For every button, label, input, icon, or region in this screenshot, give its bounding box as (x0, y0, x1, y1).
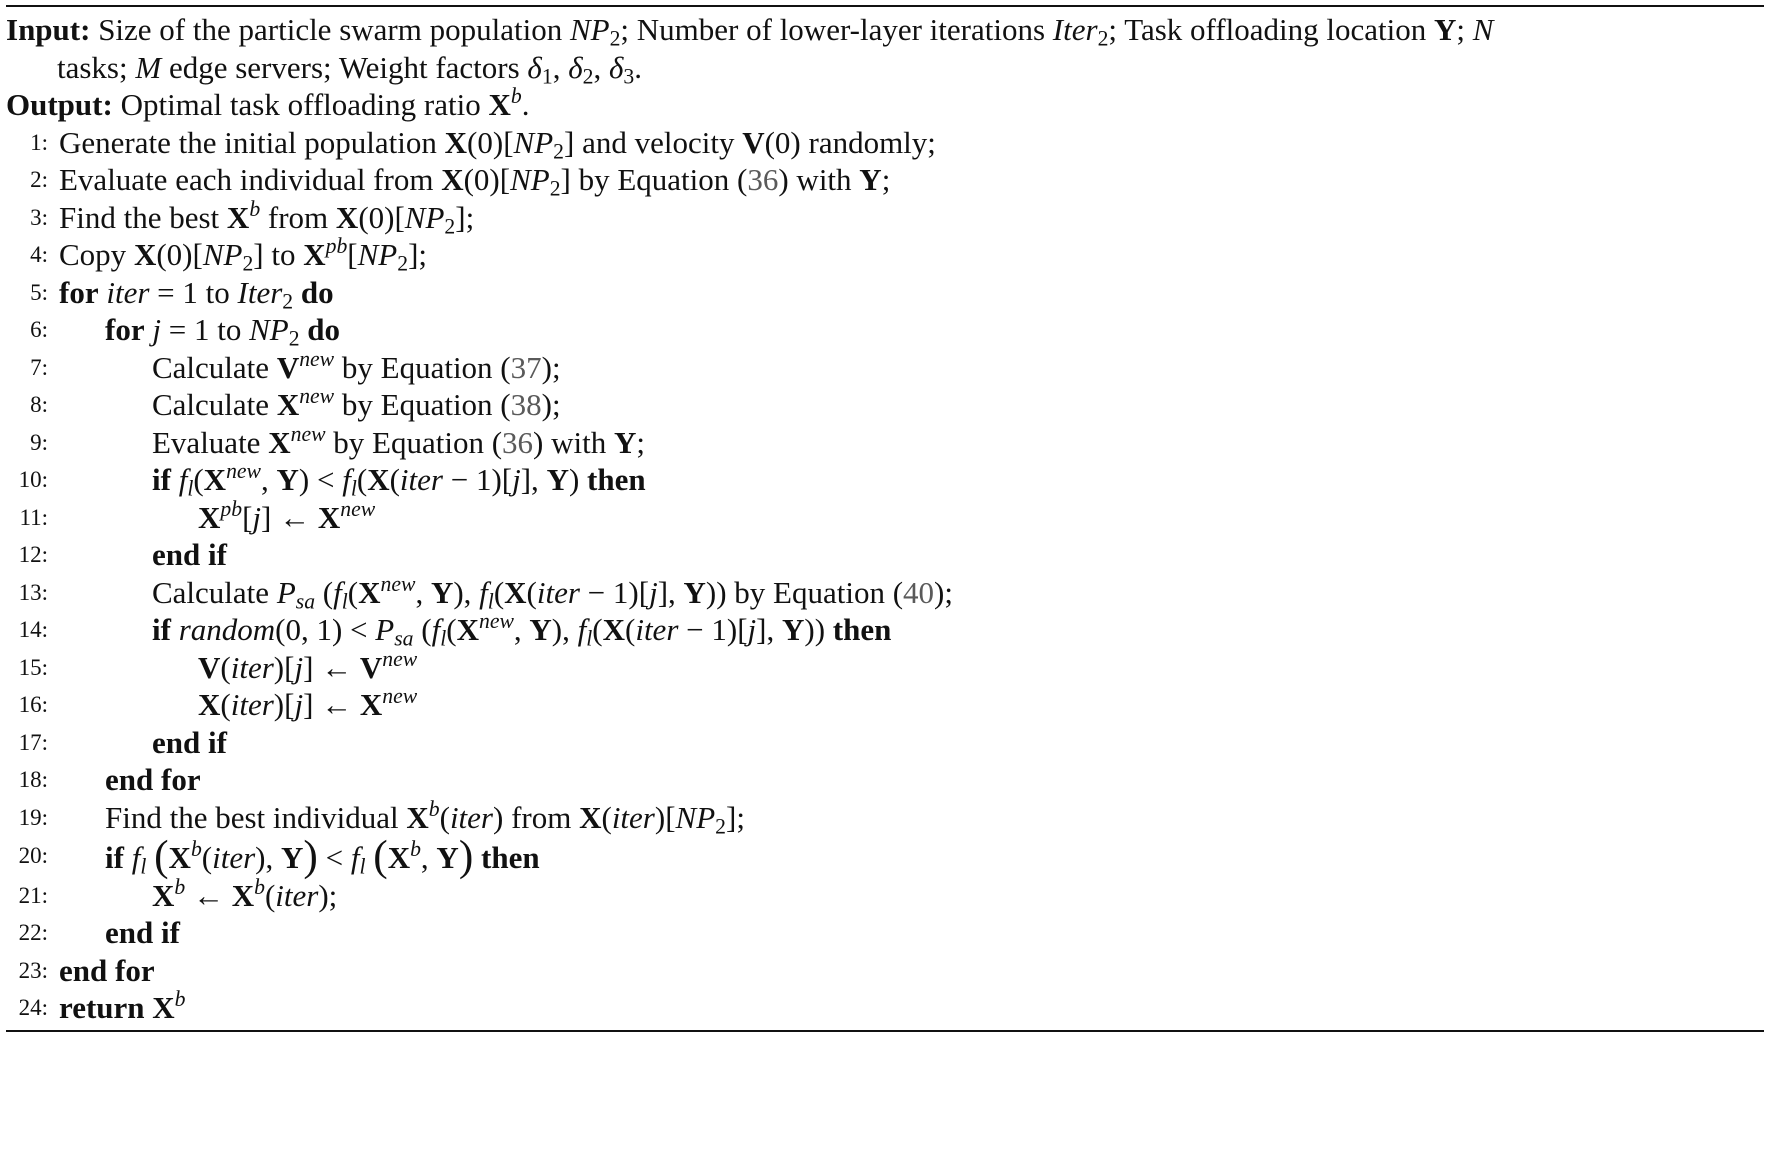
equation-ref[interactable]: 40 (903, 575, 935, 610)
line-number: 5: (30, 280, 48, 305)
algo-line-20: 20: if $f_l$ ($X^b(iter)$, $Y) < f_l$ ($X^b$, Y) then (0, 837, 1770, 875)
line-number: 18: (18, 767, 48, 792)
top-rule (6, 5, 1764, 7)
equation-ref[interactable]: 37 (510, 350, 542, 385)
line-number: 24: (18, 995, 48, 1020)
algo-line-11: 11: $X^{pb}[j]$ ← $X^{new}$ (0, 499, 1770, 537)
algo-line-17: 17: end if (0, 724, 1770, 762)
output-line: Output: Optimal task offloading ratio $X^b$. (6, 84, 530, 122)
algo-line-15: 15: V(iter)[j] ← $V^{new}$ (0, 649, 1770, 687)
line-number: 23: (18, 958, 48, 983)
line-number: 6: (30, 317, 48, 342)
algo-line-5: 5: for iter = 1 to Iter$_2$ do (0, 274, 1770, 312)
output-label: Output: (6, 87, 113, 122)
line-number: 21: (18, 883, 48, 908)
algo-line-3: 3: Find the best $X^b$ from $X(0)[NP_2]$; (0, 199, 1770, 237)
algo-line-16: 16: X(iter)[j] ← $X^{new}$ (0, 686, 1770, 724)
algo-line-9: 9: Evaluate $X^{new}$ by Equation (36) with Y; (0, 424, 1770, 462)
line-number: 15: (18, 655, 48, 680)
algo-line-24: 24: return $X^b$ (0, 989, 1770, 1027)
line-number: 17: (18, 730, 48, 755)
algo-line-8: 8: Calculate $X^{new}$ by Equation (38); (0, 386, 1770, 424)
algo-line-2: 2: Evaluate each individual from $X(0)[NP_2]$ by Equation (36) with Y; (0, 161, 1770, 199)
line-number: 12: (18, 542, 48, 567)
line-number: 4: (30, 242, 48, 267)
algo-line-18: 18: end for (0, 761, 1770, 799)
line-number: 22: (18, 920, 48, 945)
input-line-2: tasks; M edge servers; Weight factors $\delta_1$, $\delta_2$, $\delta_3$. (57, 50, 642, 89)
algo-line-12: 12: end if (0, 536, 1770, 574)
line-number: 10: (18, 467, 48, 492)
equation-ref[interactable]: 36 (502, 425, 534, 460)
line-number: 16: (18, 692, 48, 717)
algo-line-22: 22: end if (0, 914, 1770, 952)
line-number: 11: (19, 505, 48, 530)
input-line-1: Input: Size of the particle swarm population $NP_2$; Number of lower-layer iterations Iter$_2$; Task offloading location Y; N (6, 12, 1494, 51)
equation-ref[interactable]: 36 (747, 162, 779, 197)
equation-ref[interactable]: 38 (510, 387, 542, 422)
line-number: 2: (30, 167, 48, 192)
algo-line-19: 19: Find the best individual $X^b(iter)$ from $X(iter)[NP_2]$; (0, 799, 1770, 837)
line-number: 14: (18, 617, 48, 642)
algo-line-10: 10: if $f_l(X^{new}$, $Y) < f_l(X(iter - 1)[j]$, Y) then (0, 461, 1770, 499)
line-number: 20: (18, 843, 48, 868)
output-text: Optimal task offloading ratio (120, 87, 481, 122)
input-label: Input: (6, 12, 91, 47)
line-number: 8: (30, 392, 48, 417)
algo-line-13: 13: Calculate $P_{sa}$ ($f_l(X^{new}$, Y), $f_l(X(iter - 1)[j]$, Y)) by Equation (40); (0, 574, 1770, 612)
line-number: 3: (30, 205, 48, 230)
algo-line-7: 7: Calculate $V^{new}$ by Equation (37); (0, 349, 1770, 387)
line-number: 9: (30, 430, 48, 455)
line-number: 1: (30, 130, 48, 155)
algo-line-4: 4: Copy $X(0)[NP_2]$ to $X^{pb}[NP_2]$; (0, 236, 1770, 274)
line-number: 19: (18, 805, 48, 830)
algo-line-14: 14: if random(0, $1) < P_{sa}$ ($f_l(X^{new}$, Y), $f_l(X(iter - 1)[j]$, Y)) then (0, 611, 1770, 649)
algo-line-23: 23: end for (0, 952, 1770, 990)
algo-line-1: 1: Generate the initial population $X(0)[NP_2]$ and velocity V(0) randomly; (0, 124, 1770, 162)
algo-line-21: 21: $X^b$ ← $X^b(iter)$; (0, 877, 1770, 915)
algo-line-6: 6: for j = 1 to $NP_2$ do (0, 311, 1770, 349)
line-number: 13: (18, 580, 48, 605)
bottom-rule (6, 1030, 1764, 1032)
line-number: 7: (30, 355, 48, 380)
